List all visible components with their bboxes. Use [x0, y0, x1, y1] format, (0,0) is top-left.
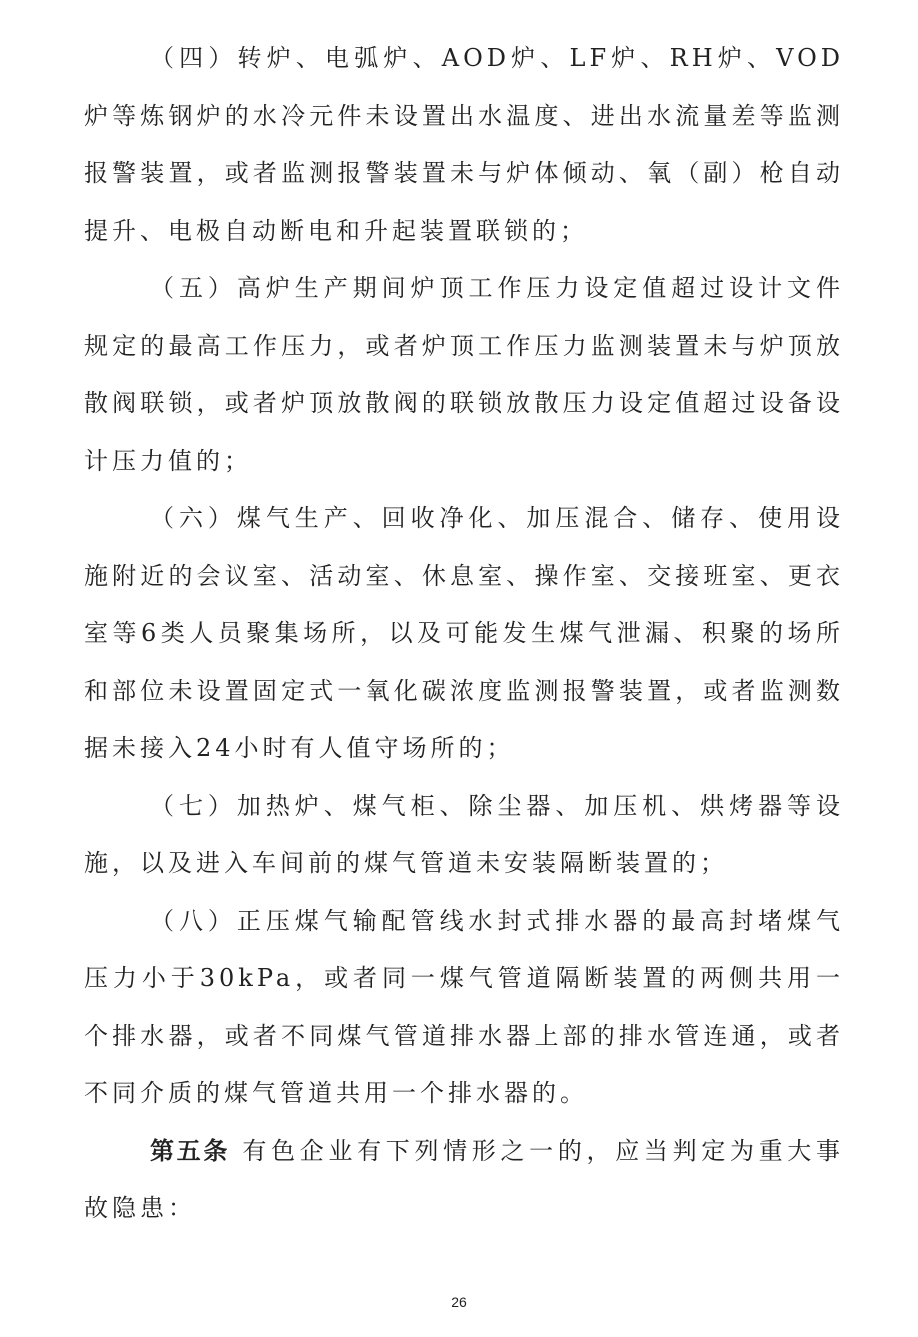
- article-heading: 第五条: [150, 1136, 231, 1165]
- paragraph-item-7: （七）加热炉、煤气柜、除尘器、加压机、烘烤器等设施，以及进入车间前的煤气管道未安装隔断装置的；: [84, 791, 844, 877]
- article-text: 有色企业有下列情形之一的，应当判定为重大事故隐患：: [84, 1136, 844, 1222]
- page-number: 26: [451, 1294, 467, 1310]
- document-body: [84, 30, 844, 1238]
- paragraph-item-5: （五）高炉生产期间炉顶工作压力设定值超过设计文件规定的最高工作压力，或者炉顶工作压力监测装置未与炉顶放散阀联锁，或者炉顶放散阀的联锁放散压力设定值超过设备设计压力值的；: [84, 274, 844, 475]
- paragraph-item-4: （四）转炉、电弧炉、AOD炉、LF炉、RH炉、VOD炉等炼钢炉的水冷元件未设置出水温度、进出水流量差等监测报警装置，或者监测报警装置未与炉体倾动、氧（副）枪自动提升、电极自动断电和升起装置联锁的；: [84, 44, 844, 245]
- paragraph-item-8: （八）正压煤气输配管线水封式排水器的最高封堵煤气压力小于30kPa，或者同一煤气管道隔断装置的两侧共用一个排水器，或者不同煤气管道排水器上部的排水管连通，或者不同介质的煤气管道共用一个排水器的。: [84, 906, 844, 1107]
- paragraph-item-6: （六）煤气生产、回收净化、加压混合、储存、使用设施附近的会议室、活动室、休息室、操作室、交接班室、更衣室等6类人员聚集场所，以及可能发生煤气泄漏、积聚的场所和部位未设置固定式一氧化碳浓度监测报警装置，或者监测数据未接入24小时有人值守场所的；: [84, 504, 844, 762]
- article-paragraph: [84, 1123, 844, 1238]
